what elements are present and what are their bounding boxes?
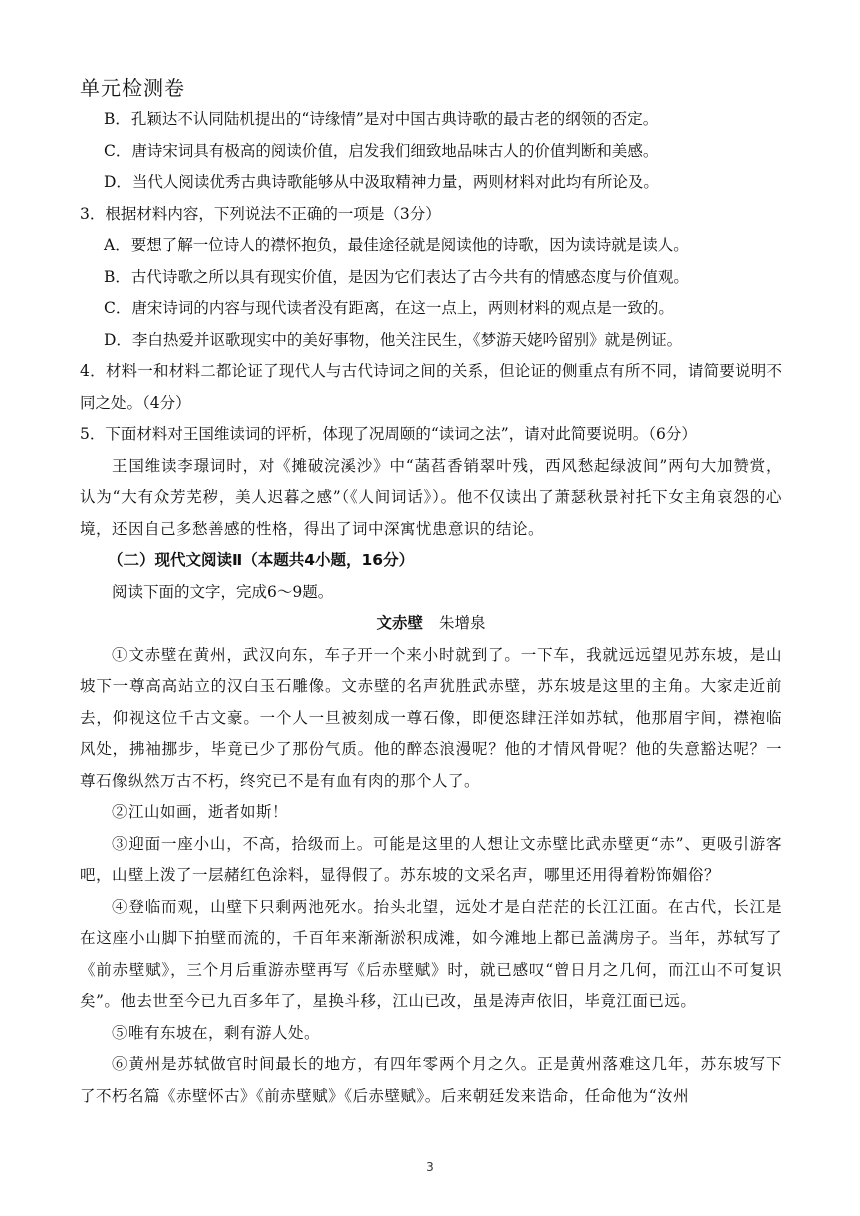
page-number: 3 bbox=[426, 1160, 434, 1174]
article-author: 朱增泉 bbox=[439, 614, 486, 632]
option-2d: D．当代人阅读优秀古典诗歌能够从中汲取精神力量，两则材料对此均有所论及。 bbox=[104, 173, 659, 191]
paragraph-4: ④登临而观，山壁下只剩两池死水。抬头北望，远处才是白茫茫的长江江面。在古代，长江是在这座小山脚下拍壁而流的，千百年来渐渐淤积成滩，如今滩地上都已盖满房子。当年，苏轼写了《前赤壁赋》，三个月后重游赤壁再写《后赤壁赋》时，就已感叹“曾日月之几何，而江山不可复识矣”。他去世至今已九百多年了，星换斗移，江山已改，虽是涛声依旧，毕竟江面已远。 bbox=[80, 897, 782, 1010]
article-heading bbox=[80, 608, 782, 640]
option-3b: B．古代诗歌之所以具有现实价值，是因为它们表达了古今共有的情感态度与价值观。 bbox=[104, 267, 689, 286]
question-3: 3．根据材料内容，下列说法不正确的一项是（3分） bbox=[80, 204, 441, 223]
page-header: 单元检测卷 bbox=[80, 76, 185, 100]
page-content bbox=[80, 104, 782, 1112]
question-5: 5．下面材料对王国维读词的评析，体现了况周颐的“读词之法”，请对此简要说明。（6分） bbox=[80, 425, 697, 443]
option-3c: C．唐宋诗词的内容与现代读者没有距离，在这一点上，两则材料的观点是一致的。 bbox=[104, 299, 674, 317]
reading-instruction: 阅读下面的文字，完成6～9题。 bbox=[112, 582, 334, 601]
option-2c: C．唐诗宋词具有极高的阅读价值，启发我们细致地品味古人的价值判断和美感。 bbox=[104, 141, 659, 160]
option-2b: B．孔颖达不认同陆机提出的“诗缘情”是对中国古典诗歌的最古老的纲领的否定。 bbox=[104, 110, 659, 128]
article-title: 文赤壁 bbox=[376, 614, 423, 632]
question-5-material: 王国维读李璟词时，对《摊破浣溪沙》中“菡萏香销翠叶残，西风愁起绿波间”两句大加赞赏，认为“大有众芳芜秽，美人迟暮之感”（《人间词话》）。他不仅读出了萧瑟秋景衬托下女主角哀怨的心境，还因自己多愁善感的性格，得出了词中深寓忧患意识的结论。 bbox=[80, 456, 782, 538]
paragraph-3: ③迎面一座小山，不高，拾级而上。可能是这里的人想让文赤壁比武赤壁更“赤”、更吸引游客吧，山壁上泼了一层赭红色涂料，显得假了。苏东坡的文采名声，哪里还用得着粉饰媚俗？ bbox=[80, 834, 782, 884]
paragraph-2: ②江山如画，逝者如斯！ bbox=[112, 803, 289, 821]
option-3d: D．李白热爱并讴歌现实中的美好事物，他关注民生，《梦游天姥吟留别》就是例证。 bbox=[104, 330, 683, 349]
paragraph-6: ⑥黄州是苏轼做官时间最长的地方，有四年零两个月之久。正是黄州落难这几年，苏东坡写下了不朽名篇《赤壁怀古》《前赤壁赋》《后赤壁赋》。后来朝廷发来诰命，任命他为“汝州 bbox=[80, 1055, 782, 1105]
paragraph-1: ①文赤壁在黄州，武汉向东，车子开一个来小时就到了。一下车，我就远远望见苏东坡，是山坡下一尊高高站立的汉白玉石雕像。文赤壁的名声犹胜武赤壁，苏东坡是这里的主角。大家走近前去，仰视这位千古文豪。一个人一旦被刻成一尊石像，即便恣肆汪洋如苏轼，他那眉宇间，襟袍临风处，拂袖挪步，毕竟已少了那份气质。他的醉态浪漫呢？他的才情风骨呢？他的失意豁达呢？一尊石像纵然万古不朽，终究已不是有血有肉的那个人了。 bbox=[80, 645, 782, 790]
section-heading: （二）现代文阅读Ⅱ（本题共4小题，16分） bbox=[108, 551, 415, 569]
question-4: 4．材料一和材料二都论证了现代人与古代诗词之间的关系，但论证的侧重点有所不同，请简要说明不同之处。（4分） bbox=[80, 362, 782, 412]
option-3a: A．要想了解一位诗人的襟怀抱负，最佳途径就是阅读他的诗歌，因为读诗就是读人。 bbox=[104, 236, 689, 254]
paragraph-5: ⑤唯有东坡在，剩有游人处。 bbox=[112, 1023, 321, 1042]
